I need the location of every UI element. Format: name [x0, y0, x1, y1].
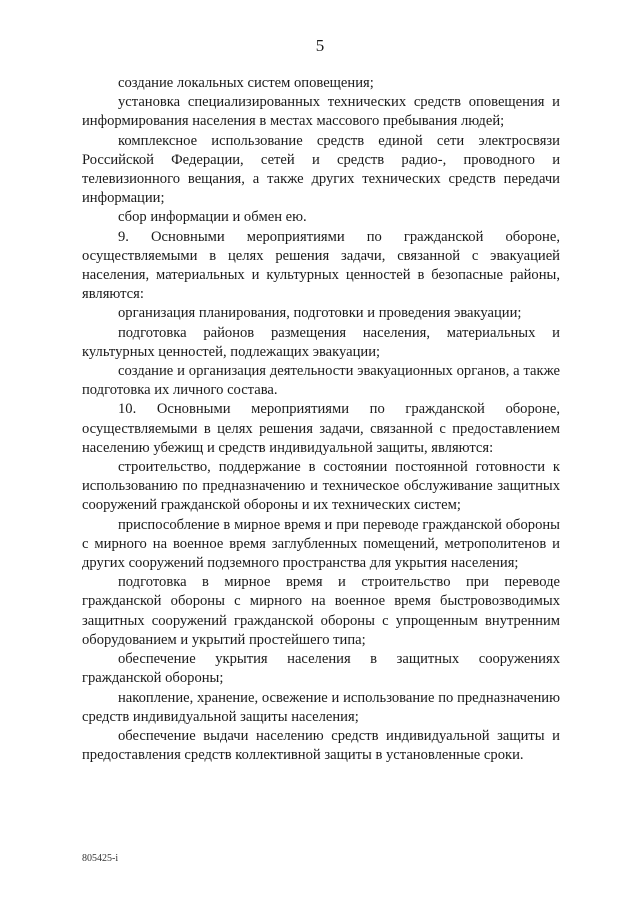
paragraph: организация планирования, подготовки и проведения эвакуации; — [118, 305, 522, 322]
paragraph: приспособление в мирное время и при переводе гражданской обороны с мирного на военное время заглубленных помещений, метрополитенов и других сооружений подземного пространства для укрытия населения; — [82, 516, 560, 572]
paragraph: создание и организация деятельности эвакуационных органов, а также подготовка их личного состава. — [82, 363, 560, 399]
paragraph: строительство, поддержание в состоянии постоянной готовности к использованию по предназначению и техническое обслуживание защитных сооружений гражданской обороны и их технических систем; — [82, 459, 560, 514]
paragraph: 9. Основными мероприятиями по гражданской обороне, осуществляемыми в целях решения задачи, связанной с эвакуацией населения, материальных и культурных ценностей в безопасные районы, являются: — [82, 228, 560, 303]
document-code: 805425-i — [82, 853, 119, 864]
page-number: 5 — [315, 36, 325, 55]
paragraph: 10. Основными мероприятиями по гражданской обороне, осуществляемыми в целях решения задачи, связанной с предоставлением населению убежищ и средств индивидуальной защиты, являются: — [82, 401, 560, 456]
paragraph: подготовка в мирное время и строительство при переводе гражданской обороны с мирного на военное время быстровозводимых защитных сооружений гражданской обороны с упрощенным внутренним оборудованием и укрытий простейшего типа; — [82, 574, 560, 648]
paragraph: обеспечение выдачи населению средств индивидуальной защиты и предоставления средств коллективной защиты в установленные сроки. — [82, 727, 560, 764]
paragraph: установка специализированных технических средств оповещения и информирования населения в местах массового пребывания людей; — [82, 94, 560, 130]
paragraph: накопление, хранение, освежение и использование по предназначению средств индивидуальной защиты населения; — [82, 689, 560, 725]
paragraph: комплексное использование средств единой сети электросвязи Российской Федерации, сетей и средств радио-, проводного и телевизионного вещания, а также других технических средств передачи информации; — [82, 132, 560, 207]
paragraph: создание локальных систем оповещения; — [118, 75, 374, 91]
paragraph: обеспечение укрытия населения в защитных сооружениях гражданской обороны; — [82, 651, 560, 687]
paragraph: подготовка районов размещения населения, материальных и культурных ценностей, подлежащих эвакуации; — [82, 324, 560, 360]
paragraph: сбор информации и обмен ею. — [118, 209, 307, 226]
document-body — [82, 74, 560, 765]
